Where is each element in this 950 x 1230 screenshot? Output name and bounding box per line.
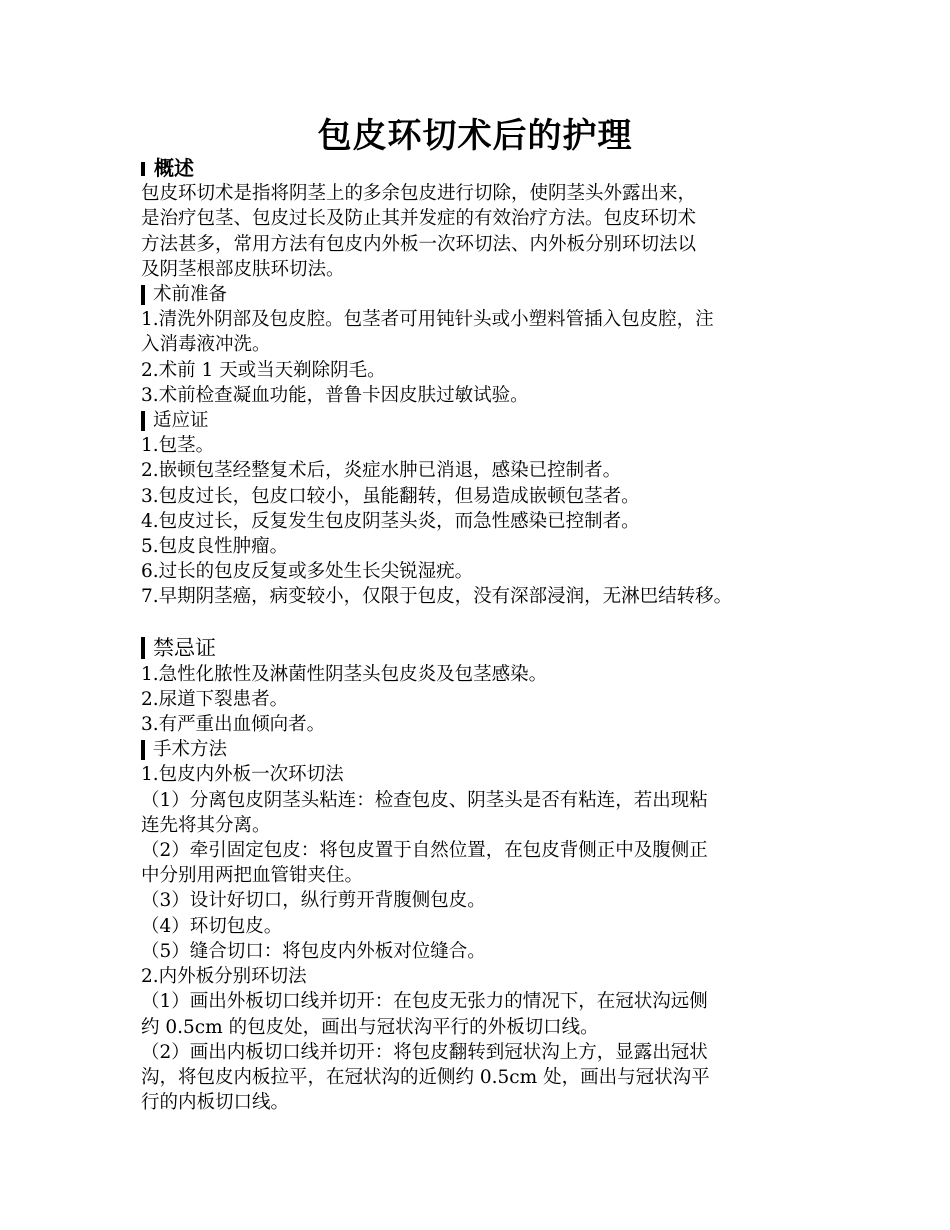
list-item: 行的内板切口线。 bbox=[141, 1092, 290, 1114]
list-item: 2.嵌顿包茎经整复术后，炎症水肿已消退，感染已控制者。 bbox=[141, 460, 622, 482]
section-heading-methods bbox=[141, 737, 831, 762]
list-item: 3.包皮过长，包皮口较小，虽能翻转，但易造成嵌顿包茎者。 bbox=[141, 485, 640, 507]
list-item: 入消毒液冲洗。 bbox=[141, 334, 271, 356]
list-item: （1）画出外板切口线并切开：在包皮无张力的情况下，在冠状沟远侧 bbox=[141, 991, 708, 1013]
heading-bar-icon bbox=[141, 411, 145, 431]
section-heading-contraindications bbox=[141, 635, 831, 662]
list-item: 1.包茎。 bbox=[141, 435, 215, 457]
heading-bar-icon bbox=[141, 285, 145, 305]
blank-line bbox=[141, 610, 831, 635]
list-item: （2）牵引固定包皮：将包皮置于自然位置，在包皮背侧正中及腹侧正 bbox=[141, 840, 708, 862]
section-heading-indications bbox=[141, 408, 831, 433]
list-item: 3.术前检查凝血功能，普鲁卡因皮肤过敏试验。 bbox=[141, 384, 529, 406]
page-title: 包皮环切术后的护理 bbox=[317, 116, 633, 156]
list-item: 2.术前 1 天或当天剃除阴毛。 bbox=[141, 359, 386, 381]
list-item: （3）设计好切口，纵行剪开背腹侧包皮。 bbox=[141, 890, 486, 912]
heading-bar-icon bbox=[141, 637, 145, 659]
list-item: 沟，将包皮内板拉平，在冠状沟的近侧约 0.5cm 处，画出与冠状沟平 bbox=[141, 1066, 710, 1088]
section-heading-text: 术前准备 bbox=[153, 284, 228, 306]
heading-bar-icon bbox=[141, 162, 145, 176]
list-item: 1.急性化脓性及淋菌性阴茎头包皮炎及包茎感染。 bbox=[141, 663, 548, 685]
list-item: （1）分离包皮阴茎头粘连：检查包皮、阴茎头是否有粘连，若出现粘 bbox=[141, 789, 708, 811]
heading-bar-icon bbox=[141, 740, 145, 760]
list-item: 连先将其分离。 bbox=[141, 814, 271, 836]
document-body bbox=[141, 156, 831, 1115]
section-heading-text: 禁忌证 bbox=[153, 635, 216, 660]
list-item: 1.包皮内外板一次环切法 bbox=[141, 764, 344, 786]
paragraph-line: 及阴茎根部皮肤环切法。 bbox=[141, 258, 345, 280]
section-heading-text: 概述 bbox=[154, 156, 194, 180]
list-item: 5.包皮良性肿瘤。 bbox=[141, 536, 289, 558]
section-heading-text: 手术方法 bbox=[153, 739, 228, 761]
list-item: 2.尿道下裂患者。 bbox=[141, 688, 289, 710]
paragraph-line: 包皮环切术是指将阴茎上的多余包皮进行切除，使阴茎头外露出来， bbox=[141, 183, 697, 205]
list-item: 1.清洗外阴部及包皮腔。包茎者可用钝针头或小塑料管插入包皮腔，注 bbox=[141, 309, 714, 331]
list-item: 4.包皮过长，反复发生包皮阴茎头炎，而急性感染已控制者。 bbox=[141, 510, 640, 532]
list-item: 2.内外板分别环切法 bbox=[141, 966, 307, 988]
list-item: （2）画出内板切口线并切开：将包皮翻转到冠状沟上方，显露出冠状 bbox=[141, 1041, 708, 1063]
list-item: 中分别用两把血管钳夹住。 bbox=[141, 865, 364, 887]
section-heading-prep bbox=[141, 282, 831, 307]
paragraph-line: 方法甚多，常用方法有包皮内外板一次环切法、内外板分别环切法以 bbox=[141, 233, 697, 255]
list-item: （5）缝合切口：将包皮内外板对位缝合。 bbox=[141, 940, 486, 962]
list-item: 3.有严重出血倾向者。 bbox=[141, 714, 326, 736]
list-item: 6.过长的包皮反复或多处生长尖锐湿疣。 bbox=[141, 561, 474, 583]
list-item: （4）环切包皮。 bbox=[141, 915, 283, 937]
section-heading-overview bbox=[141, 156, 831, 181]
paragraph-line: 是治疗包茎、包皮过长及防止其并发症的有效治疗方法。包皮环切术 bbox=[141, 208, 697, 230]
list-item: 约 0.5cm 的包皮处，画出与冠状沟平行的外板切口线。 bbox=[141, 1016, 599, 1038]
section-heading-text: 适应证 bbox=[153, 410, 209, 432]
list-item: 7.早期阴茎癌，病变较小，仅限于包皮，没有深部浸润，无淋巴结转移。 bbox=[141, 586, 733, 608]
